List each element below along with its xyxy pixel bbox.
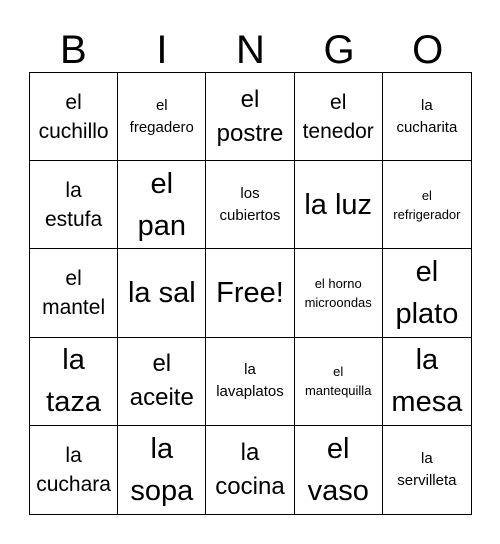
bingo-cell[interactable] [206,73,294,161]
bingo-cell[interactable] [295,249,383,337]
bingo-cell[interactable] [30,73,118,161]
bingo-cell[interactable] [118,426,206,514]
bingo-header [29,28,472,72]
cell-label: el horno microondas [304,275,372,310]
free-space-label: Free! [216,276,284,309]
cell-label: el mantel [42,266,106,319]
cell-label: la servilleta [397,449,457,489]
bingo-cell[interactable] [30,426,118,514]
cell-label: la estufa [44,178,103,231]
header-letter-i: I [156,28,168,72]
header-letter-o: O [412,28,444,72]
cell-label: el fregadero [129,96,194,136]
cell-label: el vaso [307,432,369,507]
cell-label: la luz [304,188,373,221]
bingo-cell[interactable] [295,426,383,514]
cell-label: el cuchillo [38,90,109,143]
header-letter-g: G [323,28,355,72]
bingo-cell[interactable] [118,338,206,426]
cell-label: la taza [46,344,101,419]
bingo-cell[interactable] [30,338,118,426]
bingo-cell[interactable] [30,249,118,337]
bingo-cell[interactable] [30,161,118,249]
bingo-cell[interactable] [206,161,294,249]
cell-label: el pan [137,167,186,242]
cell-label: el aceite [129,350,194,412]
bingo-cell[interactable] [295,161,383,249]
cell-label: el mantequilla [304,364,372,399]
bingo-cell[interactable] [118,73,206,161]
bingo-cell[interactable] [383,73,471,161]
cell-label: la sal [127,276,196,309]
bingo-cell[interactable] [383,161,471,249]
cell-label: los cubiertos [219,184,281,224]
bingo-cell[interactable] [118,249,206,337]
cell-label: el tenedor [302,90,374,143]
cell-label: la sopa [130,432,194,507]
bingo-cell[interactable] [206,426,294,514]
bingo-cell[interactable] [118,161,206,249]
cell-label: la lavaplatos [216,361,284,401]
cell-label: la cucharita [396,96,458,136]
cell-label: la mesa [391,344,463,419]
cell-label: el postre [216,85,284,147]
header-letter-n: N [236,28,265,72]
bingo-board [29,72,472,515]
cell-label: la cocina [215,438,285,500]
bingo-cell[interactable] [295,73,383,161]
free-space-cell[interactable] [206,249,294,337]
bingo-cell[interactable] [383,249,471,337]
bingo-cell[interactable] [206,338,294,426]
bingo-cell[interactable] [295,338,383,426]
cell-label: la cuchara [36,443,111,496]
cell-label: el plato [395,255,459,330]
bingo-cell[interactable] [383,338,471,426]
header-letter-b: B [59,28,87,72]
bingo-cell[interactable] [383,426,471,514]
cell-label: el refrigerador [393,187,461,222]
